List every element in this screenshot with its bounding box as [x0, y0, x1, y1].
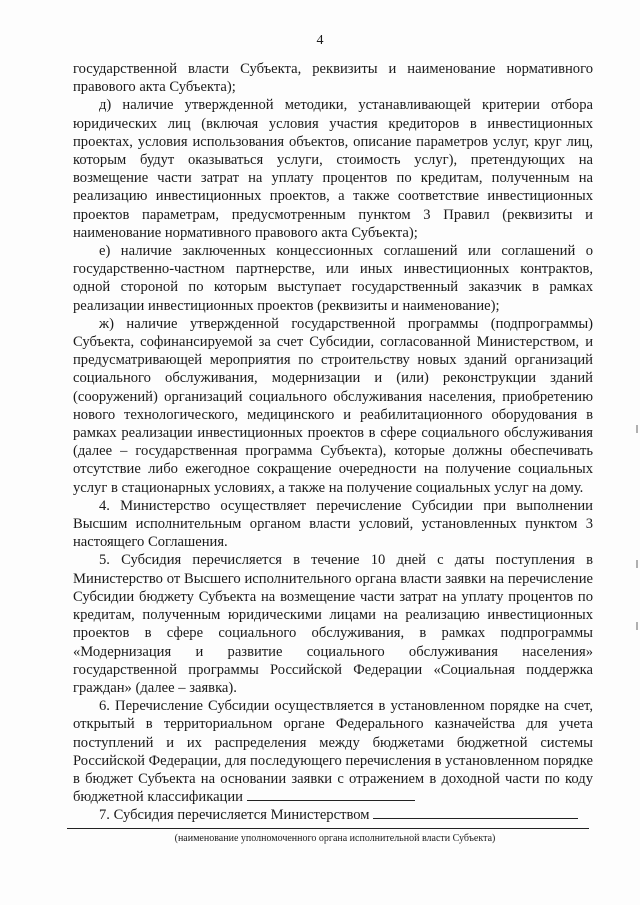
paragraph-7	[73, 806, 593, 824]
paragraph-4: 4. Министерство осуществляет перечисление Субсидии при выполнении Высшим исполнительным органом власти условий, установленных пунктом 3 настоящего Соглашения.	[73, 497, 593, 551]
paragraph-5: 5. Субсидия перечисляется в течение 10 дней с даты поступления в Министерство от Высшего исполнительного органа власти заявки на перечисление Субсидии бюджету Субъекта на возмещение части затрат на уплату процентов по кредитам, полученным юридическими лицами на реализацию инвестиционных проектов в сфере социального обслуживания, в рамках подпрограммы «Модернизация и развитие социального обслуживания населения» государственной программы Российской Федерации «Социальная поддержка граждан» (далее – заявка).	[73, 552, 593, 696]
paragraph-7-text: 7. Субсидия перечисляется Министерством	[99, 807, 370, 824]
paragraph-6-text: 6. Перечисление Субсидии осуществляется в установленном порядке на счет, открытый в территориальном органе Федерального казначейства для учета поступлений и их распределения между бюджетами бюджетной системы Российской Федерации, для последующего перечисления в установленном порядке в бюджет Субъекта на основании заявки с отражением в доходной части по коду бюджетной классификации	[73, 698, 593, 806]
scan-edge-mark	[636, 425, 638, 433]
ministry-name-blank	[373, 818, 578, 819]
paragraph-zh: ж) наличие утвержденной государственной программы (подпрограммы) Субъекта, софинансируемой за счет Субсидии, согласованной Министерством, и предусматривающей мероприятия по строительству новых зданий организаций социального обслуживания, модернизации и (или) реконструкции зданий (сооружений) организаций социального обслуживания населения, приобретению нового технологического, медицинского и реабилитационного оборудования в рамках реализации инвестиционных проектов в сфере социального обслуживания (далее – государственная программа Субъекта), которые должны обеспечивать отсутствие либо ежегодное сокращение очередности на получение социальных услуг в стационарных условиях, а также на получение социальных услуг на дому.	[73, 315, 593, 496]
page-number: 4	[316, 33, 324, 48]
document-body	[73, 60, 593, 825]
budget-code-blank	[247, 800, 415, 801]
authority-name-blank	[67, 828, 589, 829]
paragraph-continuation: государственной власти Субъекта, реквизиты и наименование нормативного правового акта Субъекта);	[73, 61, 593, 96]
paragraph-d: д) наличие утвержденной методики, устанавливающей критерии отбора юридических лиц (включая условия участия кредиторов в инвестиционных проектах, условия использования объектов, описание параметров услуг, круг лиц, которым будут оказываться услуги, стоимость услуг), претендующих на возмещение части затрат на уплату процентов по кредитам, полученным на реализацию инвестиционных проектов, а также соответствие инвестиционных проектов параметрам, предусмотренным пунктом 3 Правил (реквизиты и наименование нормативного правового акта Субъекта);	[73, 97, 593, 241]
blank-caption: (наименование уполномоченного органа исполнительной власти Субъекта)	[174, 833, 496, 844]
scan-edge-mark	[636, 622, 638, 630]
paragraph-e: е) наличие заключенных концессионных соглашений или соглашений о государственно-частном партнерстве, или иных инвестиционных контрактов, одной стороной по которым выступает государственный заказчик в рамках реализации инвестиционных проектов (реквизиты и наименование);	[73, 243, 593, 314]
scan-edge-mark	[636, 560, 638, 568]
paragraph-6	[73, 697, 593, 806]
